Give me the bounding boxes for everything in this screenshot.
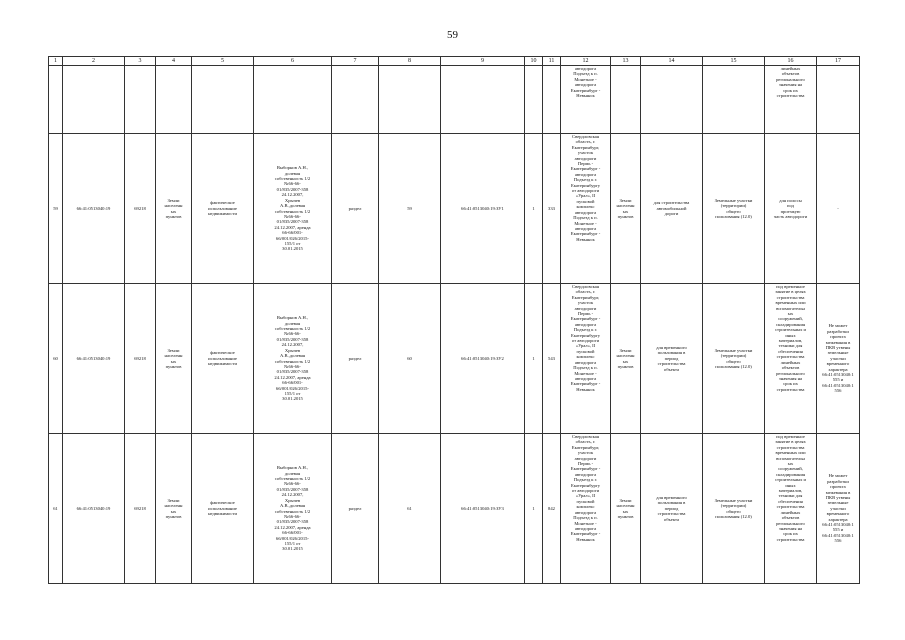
cell-row-number: 61	[49, 434, 63, 584]
cell-new-category: Земли населенн ых пунктов	[611, 134, 641, 284]
cell-row-number: 60	[49, 284, 63, 434]
cell-plot-area: 543	[543, 284, 561, 434]
cell-permitted-use: фактическое использование недвижимости	[192, 284, 254, 434]
cell-cadastral-number: 66:41:0513040:19	[63, 284, 125, 434]
cell	[156, 66, 192, 134]
col-header: 13	[611, 57, 641, 66]
cell	[192, 66, 254, 134]
cell-plot-number: 61	[379, 434, 441, 584]
cell-note: Не может разработки проекта межевания в ПКВ утвены земельные участки временного характера 66:41:0513040:1 555 и 66:41:0513040:1 556	[817, 284, 860, 434]
cell-method: раздел	[332, 134, 379, 284]
cell-use-type: Земельные участки (территории) общего пользования (12.0)	[703, 434, 765, 584]
col-header: 15	[703, 57, 765, 66]
col-header: 16	[765, 57, 817, 66]
cell-land-category: Земли населенн ых пунктов	[156, 134, 192, 284]
cell-method: раздел	[332, 284, 379, 434]
cell	[525, 66, 543, 134]
cell-purpose: для полосы под проезжую часть автодороги	[765, 134, 817, 284]
cell	[817, 66, 860, 134]
cell-purpose-detail: для временного пользования в период строительства объекта	[641, 284, 703, 434]
col-header: 11	[543, 57, 561, 66]
col-header: 17	[817, 57, 860, 66]
cell-plot-number: 59	[379, 134, 441, 284]
cell-location: Свердловская область, г. Екатеринбург, участок автодороги Пермь - Екатеринбург - автодорога Подъезд к г. Екатеринбургу от автодороги «Урал», II пусковой комплекс автодорога Подъезд к п. Монетное - автодорога Екатеринбург - Невьянск	[561, 434, 611, 584]
cell-purpose-detail: для строительства автомобильной дороги	[641, 134, 703, 284]
cell-plot-area: 842	[543, 434, 561, 584]
cell-use-type: Земельные участки (территории) общего пользования (12.0)	[703, 284, 765, 434]
cell	[441, 66, 525, 134]
cell	[641, 66, 703, 134]
cell-use-type: Земельные участки (территории) общего пользования (12.0)	[703, 134, 765, 284]
cell-method: раздел	[332, 434, 379, 584]
col-header: 10	[525, 57, 543, 66]
land-register-table	[48, 56, 860, 584]
cell-purpose: под временное занятие в целях строительства временных или вспомогательн ых сооружений, складирования строительных и иных материалов, техники для обеспечения строительства линейных объектов регионального значения на срок их строительства	[765, 284, 817, 434]
cell-area: 69218	[125, 134, 156, 284]
col-header: 1	[49, 57, 63, 66]
cell-permitted-use: фактическое использование недвижимости	[192, 434, 254, 584]
cell	[254, 66, 332, 134]
cell-note: Не может разработки проекта межевания в ПКВ утвены земельные участки временного характера 66:41:0513040:1 555 и 66:41:0513040:1 556	[817, 434, 860, 584]
cell	[125, 66, 156, 134]
col-header: 5	[192, 57, 254, 66]
table-row-continuation	[49, 66, 860, 134]
table-row	[49, 284, 860, 434]
cell-count: 1	[525, 434, 543, 584]
page-number: 59	[447, 29, 458, 41]
cell-cadastral-number: 66:41:0513040:19	[63, 134, 125, 284]
col-header: 7	[332, 57, 379, 66]
cell-purpose: линейных объектов регионального значения на срок их строительства	[765, 66, 817, 134]
col-header: 8	[379, 57, 441, 66]
cell-new-category: Земли населенн ых пунктов	[611, 284, 641, 434]
col-header: 14	[641, 57, 703, 66]
cell	[379, 66, 441, 134]
cell	[332, 66, 379, 134]
cell-rights: Выборнов А.Н., долевая собственность 1/2 №66-66- 01/835/2007-358 24.12.2007, Хрычев А.В.,долевая собственность 1/2 №66-66- 01/835/2007-358 24.12.2007, аренда 66-66/001- 66/001/026/2015- 155/1 от 30.01.2015	[254, 434, 332, 584]
cell-location: Свердловская область, г. Екатеринбург, участок автодороги Пермь - Екатеринбург - автодорога Подъезд к г. Екатеринбургу от автодороги «Урал», II пусковой комплекс автодорога Подъезд к п. Монетное - автодорога Екатеринбург - Невьянск	[561, 284, 611, 434]
cell-count: 1	[525, 284, 543, 434]
cell-new-category: Земли населенн ых пунктов	[611, 434, 641, 584]
cell	[543, 66, 561, 134]
col-header: 3	[125, 57, 156, 66]
cell	[49, 66, 63, 134]
col-header: 4	[156, 57, 192, 66]
cell-land-category: Земли населенн ых пунктов	[156, 434, 192, 584]
cell-plot-area: 333	[543, 134, 561, 284]
column-number-header	[49, 57, 860, 66]
cell-location: автодорога Подъезд к п. Монетное - автодорога Екатеринбург - Невьянск	[561, 66, 611, 134]
cell-count: 1	[525, 134, 543, 284]
col-header: 9	[441, 57, 525, 66]
cell-land-category: Земли населенн ых пунктов	[156, 284, 192, 434]
cell-row-number: 59	[49, 134, 63, 284]
cell	[703, 66, 765, 134]
cell-cadastral-number: 66:41:0513040:19	[63, 434, 125, 584]
cell-plot-number: 60	[379, 284, 441, 434]
cell-plot-designation: 66:41:0513040:19:ЗУ2	[441, 284, 525, 434]
cell-purpose: под временное занятие в целях строительства временных или вспомогательн ых сооружений, складирования строительных и иных материалов, техники для обеспечения строительства линейных объектов регионального значения на срок их строительства	[765, 434, 817, 584]
cell-plot-designation: 66:41:0513040:19:ЗУ3	[441, 434, 525, 584]
table-row	[49, 434, 860, 584]
cell	[63, 66, 125, 134]
col-header: 2	[63, 57, 125, 66]
cell-area: 69218	[125, 434, 156, 584]
cell-rights: Выборнов А.Н., долевая собственность 1/2 №66-66- 01/835/2007-358 24.12.2007, Хрычев А.В.,долевая собственность 1/2 №66-66- 01/835/2007-358 24.12.2007, аренда 66-66/001- 66/001/026/2015- 155/1 от 30.01.2015	[254, 134, 332, 284]
cell	[611, 66, 641, 134]
cell-area: 69218	[125, 284, 156, 434]
col-header: 12	[561, 57, 611, 66]
cell-purpose-detail: для временного пользования в период строительства объекта	[641, 434, 703, 584]
table-row	[49, 134, 860, 284]
cell-note: -	[817, 134, 860, 284]
cell-permitted-use: фактическое использование недвижимости	[192, 134, 254, 284]
col-header: 6	[254, 57, 332, 66]
cell-location: Свердловская область, г. Екатеринбург, участок автодороги Пермь - Екатеринбург - автодорога Подъезд к г. Екатеринбургу от автодороги «Урал», II пусковой комплекс автодорога Подъезд к п. Монетное - автодорога Екатеринбург - Невьянск	[561, 134, 611, 284]
cell-plot-designation: 66:41:0513040:19:ЗУ1	[441, 134, 525, 284]
cell-rights: Выборнов А.Н., долевая собственность 1/2 №66-66- 01/835/2007-358 24.12.2007, Хрычев А.В.,долевая собственность 1/2 №66-66- 01/835/2007-358 24.12.2007, аренда 66-66/001- 66/001/026/2015- 155/1 от 30.01.2015	[254, 284, 332, 434]
